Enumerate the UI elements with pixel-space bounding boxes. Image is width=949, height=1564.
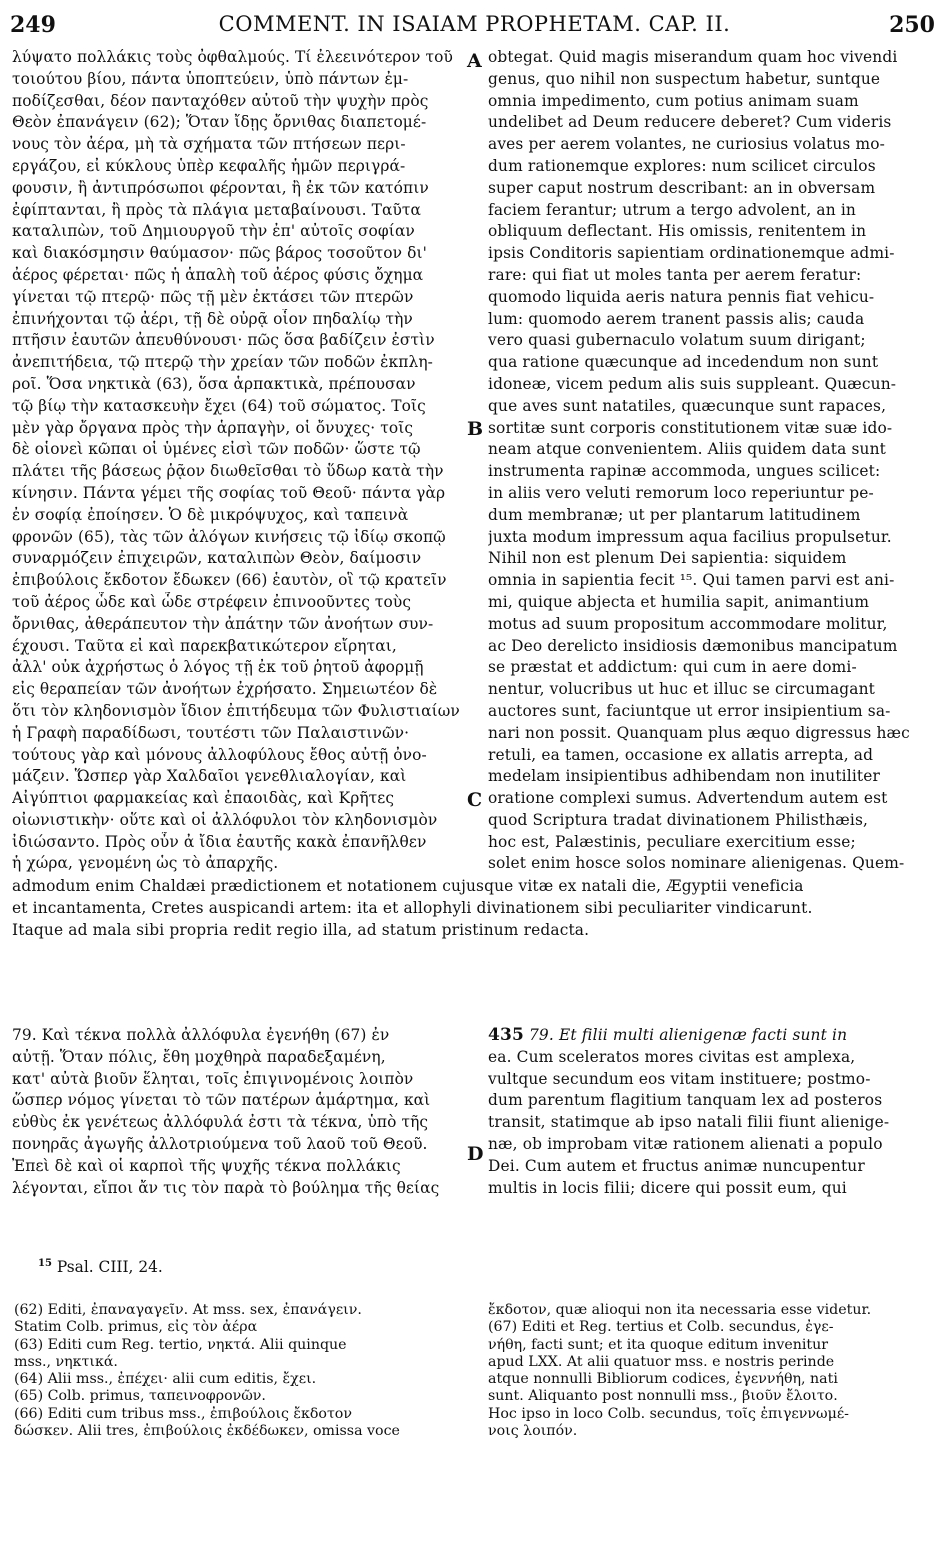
text-line: auctores sunt, faciuntque ut error insipientium sa- — [488, 701, 891, 720]
text-line: hoc est, Palæstinis, peculiare exercitium esse; — [488, 832, 856, 851]
text-line: quod Scriptura tradat divinationem Philisthæis, — [488, 810, 869, 829]
text-line: undelibet ad Deum reducere deberet? Cum videris — [488, 113, 892, 132]
text-line: φουσιν, ἢ ἀντιπρόσωποι φέρονται, ἢ ἐκ τῶν κατόπιν — [12, 178, 429, 197]
text-line: mi, quique abjecta et humilia sapit, animantium — [488, 592, 870, 611]
running-title: COMMENT. IN ISAIAM PROPHETAM. CAP. II. — [218, 12, 731, 36]
text-line: τοῦ ἀέρος ὧδε καὶ ὧδε στρέφειν ἐπινοοῦντες τοὺς — [12, 592, 412, 611]
text-line: νήθη, facti sunt; et ita quoque editum invenitur — [488, 1336, 829, 1353]
text-line: Nihil non est plenum Dei sapientia: siquidem — [488, 549, 847, 568]
text-line — [488, 1025, 940, 1047]
text-line: Hoc ipso in loco Colb. secundus, τοῖς ἐπιγεννωμέ- — [488, 1405, 849, 1422]
text-line: næ, ob improbam vitæ rationem alienati a populo — [488, 1134, 883, 1153]
text-line: idoneæ, vicem pedum alis suis suppleant. Quæcun- — [488, 374, 897, 393]
text-line: εἰς θεραπείαν τῶν ἀνοήτων ἐχρήσατο. Σημειωτέον δὲ — [12, 680, 438, 699]
text-line: Itaque ad mala sibi propria redit regio illa, ad statum pristinum redacta. — [12, 920, 590, 939]
text-line: instrumenta rapinæ accommoda, ungues scilicet: — [488, 462, 881, 481]
text-line: πονηρᾶς ἀγωγῆς ἀλλοτριούμενα τοῦ λαοῦ τοῦ Θεοῦ. — [12, 1134, 428, 1153]
text-line: Αἰγύπτιοι φαρμακείας καὶ ἐπαοιδὰς, καὶ Κρῆτες — [12, 789, 395, 808]
text-line: nari non possit. Quanquam plus æquo digressus hæc — [488, 723, 910, 742]
notes-right-column — [488, 1302, 940, 1440]
text-line: τῷ βίῳ τὴν κατασκευὴν ἔχει (64) τοῦ σώματος. Τοῖς — [12, 396, 426, 415]
text-line: motus ad suum propositum accommodare molitur, — [488, 614, 888, 633]
text-line: neam atque convenientem. Aliis quidem data sunt — [488, 440, 886, 459]
text-line: ipsis Conditoris sapientiam ordinationemque admi- — [488, 244, 895, 263]
text-line: medelam insipientibus adhibendam non inutiliter — [488, 767, 880, 786]
text-line: γίνεται τῷ πτερῷ· πῶς τῇ μὲν ἐκτάσει τῶν πτερῶν — [12, 287, 414, 306]
text-line: ἀλλ' οὐκ ἀχρήστως ὁ λόγος τῇ ἐκ τοῦ ῥητοῦ ἀφορμῇ — [12, 658, 424, 677]
text-line: (64) Alii mss., ἐπέχει· alii cum editis, ἔχει. — [14, 1371, 317, 1388]
text-line: oratione complexi sumus. Advertendum autem est — [488, 789, 888, 808]
text-line: aves per aerem volantes, ne curiosius volatus mo- — [488, 135, 886, 154]
text-line: mss., νηκτικά. — [14, 1353, 118, 1370]
margin-letter-b: B — [467, 418, 484, 440]
text-line: sortitæ sunt corporis constitutionem vitæ suæ ido- — [488, 418, 893, 437]
text-line: μὲν γὰρ ὄργανα πρὸς τὴν ἁρπαγὴν, οἱ ὄνυχες· τοῖς — [12, 418, 414, 437]
latin-text-column — [488, 47, 940, 875]
text-line: (66) Editi cum tribus mss., ἐπιβούλοις ἔκδοτον — [14, 1405, 352, 1422]
text-line: se præstat et addictum: qui cum in aere domi- — [488, 658, 857, 677]
text-line: νοις λοιπόν. — [488, 1423, 578, 1440]
text-line: ἐπινήχονται τῷ ἀέρι, τῇ δὲ οὐρᾷ οἷον πηδαλίῳ τὴν — [12, 309, 413, 328]
text-line: ac Deo derelicto insidiosis dæmonibus mancipatum — [488, 636, 898, 655]
text-line: genus, quo nihil non suspectum habetur, suntque — [488, 69, 881, 88]
text-line: ὥσπερ νόμος γίνεται τὸ τῶν πατέρων ἁμάρτημα, καὶ — [12, 1091, 431, 1110]
latin-text-column-2 — [488, 1025, 940, 1199]
text-line: (62) Editi, ἐπαναγαγεῖν. At mss. sex, ἐπανάγειν. — [14, 1302, 362, 1318]
text-line: ἐπιβούλοις ἔκδοτον ἔδωκεν (66) ἑαυτὸν, οἳ τῷ κρατεῖν — [12, 571, 447, 590]
verse-heading: 79. Et filii multi alienigenæ facti sunt in — [523, 1026, 848, 1044]
text-line: ἰδιώσαντο. Πρὸς οὖν ἀ ἴδια ἑαυτῆς κακὰ ἐπανῆλθεν — [12, 832, 427, 851]
text-line: lum: quomodo aerem tranent passis alis; cauda — [488, 309, 865, 328]
text-line: (67) Editi et Reg. tertius et Colb. secundus, ἐγε- — [488, 1319, 834, 1336]
text-line: Θεὸν ἐπανάγειν (62); Ὅταν ἴδῃς ὄρνιθας διαπετομέ- — [12, 113, 427, 132]
text-line: Dei. Cum autem et fructus animæ nuncupentur — [488, 1156, 865, 1175]
text-line: Statim Colb. primus, εἰς τὸν ἀέρα — [14, 1319, 258, 1336]
text-line: solet enim hosce solos nominare alienigenas. Quem- — [488, 854, 905, 873]
footnote-reference — [38, 1258, 163, 1276]
text-line: αὐτῇ. Ὅταν πόλις, ἔθη μοχθηρὰ παραδεξαμένη, — [12, 1047, 386, 1066]
greek-text-column — [12, 47, 467, 875]
text-line: dum rationemque explores: num scilicet circulos — [488, 156, 876, 175]
full-width-paragraph — [12, 876, 940, 941]
text-line: que aves sunt natatiles, quæcunque sunt rapaces, — [488, 396, 887, 415]
text-line: 79. Καὶ τέκνα πολλὰ ἀλλόφυλα ἐγενήθη (67) ἐν — [12, 1026, 390, 1044]
text-line: retuli, ea tamen, occasione ex allatis arrepta, ad — [488, 745, 874, 764]
text-line: ἔκδοτον, quæ alioqui non ita necessaria esse videtur. — [488, 1302, 872, 1318]
text-line: juxta modum impressum aqua facilius propulsetur. — [488, 527, 892, 546]
text-line: ἀνεπιτήδεια, τῷ πτερῷ τὴν χρείαν τῶν ποδῶν ἐκπλη- — [12, 353, 433, 372]
text-line: ἡ Γραφὴ παραδίδωσι, τουτέστι τῶν Παλαιστινῶν· — [12, 723, 410, 742]
footnote-text: Psal. CIII, 24. — [51, 1258, 163, 1277]
text-line: Ἐπεὶ δὲ καὶ οἱ καρποὶ τῆς ψυχῆς τέκνα πολλάκις — [12, 1156, 401, 1175]
text-line: καταλιπὼν, τοῦ Δημιουργοῦ τὴν ἐπ' αὐτοῖς σοφίαν — [12, 222, 415, 241]
text-line: τούτους γὰρ καὶ μόνους ἀλλοφύλους ἔθος αὐτῇ ὀνο- — [12, 745, 427, 764]
text-line: οἰωνιστικὴν· οὕτε καὶ οἱ ἀλλόφυλοι τὸν κληδονισμὸν — [12, 810, 438, 829]
text-line: in aliis vero veluti remorum loco reperiuntur pe- — [488, 483, 874, 502]
margin-letter-c: C — [467, 789, 483, 811]
text-line: πλάτει τῆς βάσεως ῥᾷον διωθεῖσθαι τὸ ὕδωρ κατὰ τὴν — [12, 462, 444, 481]
text-line: δώσκεν. Alii tres, ἐπιβούλοις ἐκδέδωκεν, omissa voce — [14, 1423, 400, 1440]
text-line: ἀέρος φέρεται· πῶς ἡ ἁπαλὴ τοῦ ἀέρος φύσις ὄχημα — [12, 265, 424, 284]
text-line: δὲ οἱονεὶ κῶπαι οἱ ὑμένες εἰσὶ τῶν ποδῶν· ὥστε τῷ — [12, 440, 421, 459]
text-line: omnia impedimento, cum potius animam suam — [488, 91, 859, 110]
text-line: νους τὸν ἀέρα, μὴ τὰ σχήματα τῶν πτήσεων περι- — [12, 135, 406, 154]
text-line: ἐν σοφίᾳ ἐποίησεν. Ὁ δὲ μικρόψυχος, καὶ ταπεινὰ — [12, 505, 409, 524]
text-line: λέγονται, εἴποι ἄν τις τὸν παρὰ τὸ βούλημα τῆς θείας — [12, 1178, 440, 1197]
text-line: τοιούτου βίου, πάντα ὑποπτεύειν, ὑπὸ πάντων ἐμ- — [12, 69, 409, 88]
page-number-left: 249 — [10, 12, 56, 38]
text-line: dum membranæ; ut per plantarum latitudinem — [488, 505, 861, 524]
text-line: vero quasi gubernaculo volatum suum dirigant; — [488, 331, 866, 350]
text-line: multis in locis filii; dicere qui possit eum, qui — [488, 1178, 847, 1197]
notes-left-column — [14, 1302, 469, 1440]
text-line: rare: qui fiat ut moles tanta per aerem feratur: — [488, 265, 862, 284]
text-line: φρονῶν (65), τὰς τῶν ἀλόγων κινήσεις τῷ ἰδίῳ σκοπῷ — [12, 527, 446, 546]
footnote-number: 15 — [38, 1258, 52, 1269]
text-line: ποδίζεσθαι, δέον πανταχόθεν αὐτοῦ τὴν ψυχὴν πρὸς — [12, 91, 429, 110]
text-line: εὐθὺς ἐκ γενέτεως ἀλλόφυλά ἐστι τὰ τέκνα, ὑπὸ τῆς — [12, 1113, 429, 1132]
text-line: μάζειν. Ὥσπερ γὰρ Χαλδαῖοι γενεθλιαλογίαν, καὶ — [12, 767, 407, 786]
text-line: quomodo liquida aeris natura pennis fiat vehicu- — [488, 287, 875, 306]
margin-letter-a: A — [467, 50, 482, 72]
text-line: λύψατο πολλάκις τοὺς ὀφθαλμούς. Τί ἐλεεινότερον τοῦ — [12, 48, 453, 66]
text-line: κίνησιν. Πάντα γέμει τῆς σοφίας τοῦ Θεοῦ· πάντα γὰρ — [12, 483, 446, 502]
text-line: πτῆσιν ἑαυτῶν ἀπευθύνουσι· πῶς ὅσα βαδίζειν ἐστὶν — [12, 331, 435, 350]
text-line: obtegat. Quid magis miserandum quam hoc vivendi — [488, 48, 898, 66]
text-line: κατ' αὐτὰ βιοῦν ἕληται, τοῖς ἐπιγινομένοις λοιπὸν — [12, 1069, 414, 1088]
text-line: omnia in sapientia fecit ¹⁵. Qui tamen parvi est ani- — [488, 571, 895, 590]
page-number-right: 250 — [889, 12, 935, 38]
text-line: συναρμόζειν ἐπιχειρῶν, καταλιπὼν Θεὸν, δαίμοσιν — [12, 549, 422, 568]
text-line: (65) Colb. primus, ταπεινοφρονῶν. — [14, 1388, 266, 1405]
text-line: qua ratione quæcunque ad incedendum non sunt — [488, 353, 879, 372]
text-line: super caput nostrum describant: an in obversam — [488, 178, 876, 197]
text-line: ἡ χώρα, γενομένη ὡς τὸ ἀπαρχῆς. — [12, 854, 279, 873]
text-line: ὄρνιθας, ἀθεράπευτον τὴν ἀπάτην τῶν ἀνοήτων συν- — [12, 614, 434, 633]
text-line: ὅτι τὸν κληδονισμὸν ἴδιον ἐπιτήδευμα τῶν Φυλιστιαίων — [12, 701, 460, 720]
text-line: sunt. Aliquanto post nonnulli mss., βιοῦν ἔλοιτο. — [488, 1388, 838, 1405]
text-line: et incantamenta, Cretes auspicandi artem: ita et allophyli divinationem sibi peculiariter vindicarunt. — [12, 898, 813, 917]
text-line: καὶ διακόσμησιν θαύμασον· πῶς βάρος τοσοῦτον δι' — [12, 244, 427, 263]
text-line: ροῖ. Ὅσα νηκτικὰ (63), ὅσα ἁρπακτικὰ, πρέπουσαν — [12, 374, 416, 393]
text-line: apud LXX. At alii quatuor mss. e nostris perinde — [488, 1353, 835, 1370]
text-line: transit, statimque ab ipso natali filii fiunt alienige- — [488, 1113, 890, 1132]
text-line: faciem ferantur; utrum a tergo advolent, an in — [488, 200, 856, 219]
text-line: ἐφίπτανται, ἢ πρὸς τὰ πλάγια μεταβαίνουσι. Ταῦτα — [12, 200, 422, 219]
text-line: ea. Cum sceleratos mores civitas est amplexa, — [488, 1047, 856, 1066]
column-number: 435 — [488, 1025, 524, 1045]
text-line: atque nonnulli Bibliorum codices, ἐγεννήθη, nati — [488, 1371, 838, 1388]
text-line: (63) Editi cum Reg. tertio, νηκτά. Alii quinque — [14, 1336, 347, 1353]
page-header — [0, 10, 949, 40]
greek-text-column-2 — [12, 1025, 467, 1199]
text-line: vultque secundum eos vitam instituere; postmo- — [488, 1069, 871, 1088]
text-line: έχουσι. Ταῦτα εἰ καὶ παρεκβατικώτερον εἴρηται, — [12, 636, 397, 655]
text-line: εργάζου, εἰ κύκλους ὑπὲρ κεφαλῆς ἡμῶν περιγρά- — [12, 156, 406, 175]
text-line: admodum enim Chaldæi prædictionem et notationem cujusque vitæ ex natali die, Ægyptii veneficia — [12, 877, 804, 895]
text-line: dum parentum flagitium tanquam lex ad posteros — [488, 1091, 883, 1110]
text-line: obliquum deflectant. His omissis, renitentem in — [488, 222, 867, 241]
margin-letter-d: D — [467, 1143, 484, 1165]
text-line: nentur, volucribus ut huc et illuc se circumagant — [488, 680, 876, 699]
